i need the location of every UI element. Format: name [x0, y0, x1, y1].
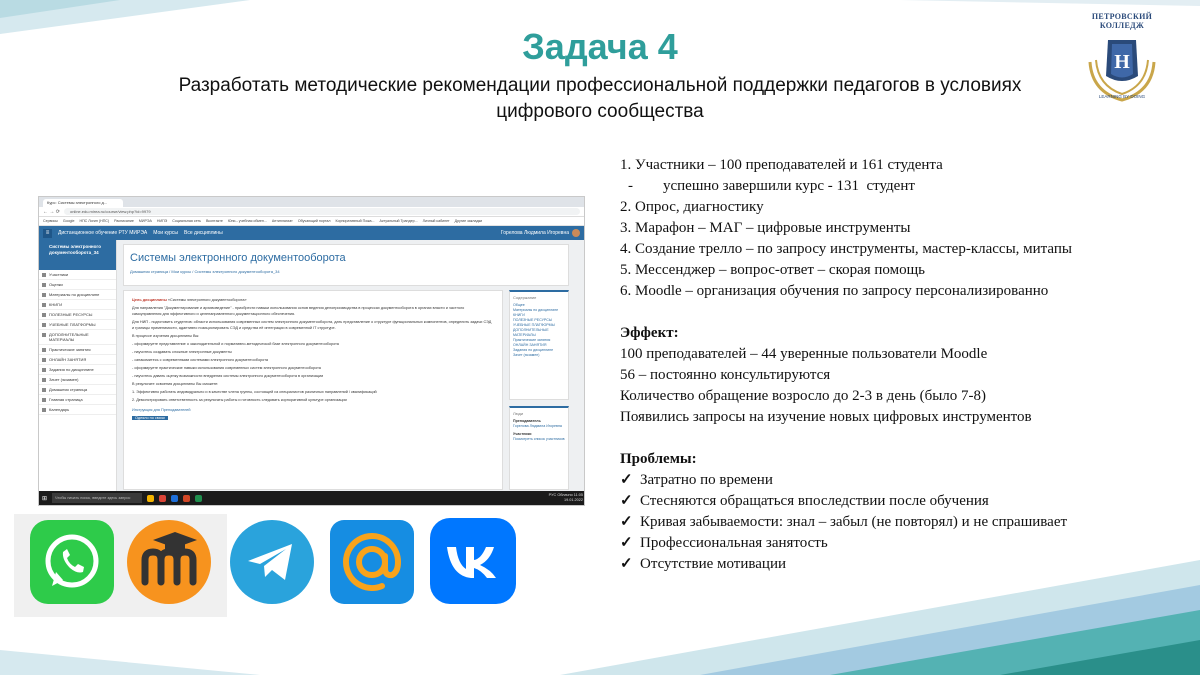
contents-item[interactable]: Практические занятия	[513, 338, 551, 342]
sidebar-item[interactable]: Материалы по дисциплине	[39, 290, 116, 300]
course-description	[123, 290, 503, 490]
windows-start-icon[interactable]: ⊞	[42, 495, 48, 502]
check-icon: ✓	[620, 535, 633, 551]
bookmarks-bar	[39, 217, 584, 226]
bookmark-link[interactable]: НПС Логин (НПС)	[79, 219, 110, 223]
sidebar-item[interactable]: ОНЛАЙН ЗАНЯТИЯ	[39, 355, 116, 365]
sidebar-item[interactable]: Оценки	[39, 280, 116, 290]
course-paragraph: - сформируете практические навыки использования современных систем электронного документооборота	[132, 366, 321, 370]
moodle-sidebar	[39, 240, 117, 493]
results-text	[620, 155, 1180, 575]
contents-item[interactable]: Общее	[513, 303, 525, 307]
moodle-site-title[interactable]: Дистанционное обучение РТУ МИРЭА	[58, 230, 148, 236]
effect-line: 100 преподавателей – 44 уверенные пользователи Moodle	[620, 346, 988, 362]
sidebar-item[interactable]: Домашняя страница	[39, 385, 116, 395]
effect-line: Количество обращение возросло до 2-3 в день (было 7-8)	[620, 388, 987, 404]
fact-line: 3. Марафон – МАГ – цифровые инструменты	[620, 220, 911, 236]
bookmark-link[interactable]: Расписание	[114, 219, 134, 223]
taskbar-lang: РУС	[548, 493, 557, 497]
instruction-link[interactable]: Инструкция для Преподавателей	[132, 408, 191, 412]
sidebar-item[interactable]: Задания по дисциплине	[39, 365, 116, 375]
my-courses-menu[interactable]: Мои курсы	[153, 230, 179, 236]
teacher-name[interactable]: Горелова Людмила Игоревна	[513, 424, 562, 428]
bookmark-link[interactable]: Сервисы	[43, 219, 58, 223]
menu-icon[interactable]: ≡	[43, 229, 52, 238]
bookmark-link[interactable]: НИПЭ	[156, 219, 168, 223]
all-disciplines-link[interactable]: Все дисциплины	[184, 230, 223, 236]
nav-arrows-icon[interactable]: ← → ⟳	[43, 208, 60, 215]
moodle-main	[117, 240, 585, 493]
contents-item[interactable]: КНИГИ	[513, 313, 525, 317]
fact-line: - успешно завершили курс - 131 студент	[628, 178, 915, 194]
problem-item: Затратно по времени	[640, 472, 773, 488]
check-icon: ✓	[620, 493, 633, 509]
discipline-name: «Системы электронного документооборота»	[167, 298, 247, 302]
vk-icon	[430, 518, 516, 604]
course-paragraph: - ознакомитесь с современными системами электронного документооборота	[132, 358, 269, 362]
sidebar-item[interactable]: Зачет (экзамен)	[39, 375, 116, 385]
sidebar-item[interactable]: ДОПОЛНИТЕЛЬНЫЕ МАТЕРИАЛЫ	[39, 330, 116, 345]
telegram-icon	[228, 518, 316, 606]
chrome-icon[interactable]	[159, 495, 166, 502]
taskbar-date: 19.01.2022	[563, 498, 583, 502]
people-title: Люди	[513, 411, 524, 416]
whatsapp-icon	[30, 520, 114, 604]
sidebar-item[interactable]: Главная страница	[39, 395, 116, 405]
moodle-body	[39, 240, 585, 493]
url-input[interactable]: online.edu.mirea.ru/course/view.php?id=9979	[64, 208, 580, 215]
avatar	[572, 229, 580, 237]
contents-block	[509, 290, 569, 400]
sidebar-item[interactable]: УЧЕБНЫЕ ПЛАТФОРМЫ	[39, 320, 116, 330]
moodle-icon	[125, 518, 213, 606]
logo-name: ПЕТРОВСКИЙ КОЛЛЕДЖ	[1091, 12, 1153, 30]
slide-title: Задача 4	[522, 26, 678, 67]
sidebar-item[interactable]: КНИГИ	[39, 300, 116, 310]
bookmark-link[interactable]: Антиплагиат	[271, 219, 293, 223]
contents-item[interactable]: ПОЛЕЗНЫЕ РЕСУРСЫ	[513, 318, 553, 322]
fact-line: 2. Опрос, диагностику	[620, 199, 764, 215]
students-link[interactable]: Посмотреть список участников	[513, 437, 565, 441]
taskbar-clock[interactable]	[549, 493, 583, 503]
contents-item[interactable]: Задания по дисциплине	[513, 348, 554, 352]
sidebar-item[interactable]: Календарь	[39, 405, 116, 415]
discipline-label: Цель дисциплины	[132, 298, 167, 302]
moodle-navbar	[39, 226, 584, 240]
sidebar-course-name[interactable]: Системы электронного документооборота_34	[39, 240, 116, 270]
contents-title: Содержание	[513, 295, 537, 300]
forum-button[interactable]: Одеяло по связи	[132, 416, 168, 420]
breadcrumb[interactable]: Домашняя страница / Мои курсы / Системы электронного документооборота_34	[130, 269, 280, 274]
college-logo	[1082, 12, 1162, 102]
bookmark-link[interactable]: Другие закладки	[454, 219, 483, 223]
bookmark-link[interactable]: Google	[62, 219, 75, 223]
sidebar-item[interactable]: ПОЛЕЗНЫЕ РЕСУРСЫ	[39, 310, 116, 320]
check-icon: ✓	[620, 514, 633, 530]
problems-heading: Проблемы:	[620, 451, 697, 467]
fact-line: 5. Мессенджер – вопрос-ответ – скорая помощь	[620, 262, 926, 278]
bookmark-link[interactable]: Личный кабинет	[422, 219, 450, 223]
course-paragraph: В процессе изучения дисциплины Вы:	[132, 334, 200, 338]
svg-text:Н: Н	[1114, 51, 1130, 73]
check-icon: ✓	[620, 556, 633, 572]
bookmark-link[interactable]: Актуальный Трандер...	[379, 219, 418, 223]
taskbar-weather: Облачно	[557, 493, 573, 497]
problem-item: Стесняются обращаться впоследствии после обучения	[640, 493, 989, 509]
course-paragraph: - научитесь создавать сложные электронные документы	[132, 350, 232, 354]
contents-item[interactable]: ОНЛАЙН ЗАНЯТИЯ	[513, 343, 547, 347]
course-paragraph: 1. Эффективно работать индивидуально и в качестве члена группы, состоящей из специалистов различных направлений / квалификаций	[132, 390, 377, 394]
course-header	[123, 244, 569, 286]
powerpoint-icon[interactable]	[183, 495, 190, 502]
word-icon[interactable]	[171, 495, 178, 502]
course-paragraph: - сформируете представление о законодательной и нормативно-методической базе электронного документооборота	[132, 342, 339, 346]
mail-at-icon	[330, 520, 414, 604]
effect-line: Появились запросы на изучение новых цифровых инструментов	[620, 409, 1032, 425]
user-name: Горелова Людмила Игоревна	[500, 230, 569, 236]
browser-address-bar	[39, 207, 584, 217]
slide-subtitle: Разработать методические рекомендации профессиональной поддержки педагогов в условиях цифрового сообщества	[178, 75, 1022, 122]
problem-item: Кривая забываемости: знал – забыл (не повторял) и не спрашивает	[640, 514, 1068, 530]
windows-taskbar	[39, 491, 585, 505]
effect-heading: Эффект:	[620, 325, 679, 341]
explorer-icon[interactable]	[147, 495, 154, 502]
check-icon: ✓	[620, 472, 633, 488]
fact-line: 1. Участники – 100 преподавателей и 161 студента	[620, 157, 943, 173]
people-block	[509, 406, 569, 490]
fact-line: 6. Moodle – организация обучения по запросу персонализированно	[620, 283, 1049, 299]
problem-item: Отсутствие мотивации	[640, 556, 787, 572]
contents-item[interactable]: УЧЕБНЫЕ ПЛАТФОРМЫ	[513, 323, 555, 327]
course-title: Системы электронного документооборота	[130, 252, 346, 264]
course-paragraph: Для направления "Документирование и архивоведение" - приобрести навыки использования основ ведения делопроизводства в процессах документооборота в органах власти и частного самоуправления для эффективного и целенаправленного документационного обеспечения.	[132, 306, 465, 316]
contents-item[interactable]: Материалы по дисциплине	[513, 308, 559, 312]
bookmark-link[interactable]: Вконтакте	[206, 219, 223, 223]
teachers-label: Преподаватель	[513, 419, 541, 423]
students-label: Участники	[513, 432, 532, 436]
taskbar-time: 11:05	[573, 493, 583, 497]
course-paragraph: Для НИП - подготовить студентов: области использования современных систем электронного документооборота, дать представление о структуре функциональных компонентов, определить задачи СЭД и границы применимости, адаптивно позиционировать СЭД и средства её интеграции в современной IT структуре.	[132, 320, 492, 330]
user-menu[interactable]	[501, 229, 580, 237]
sidebar-item[interactable]: Практические занятия	[39, 345, 116, 355]
bookmark-link[interactable]: Корпоративный Пожа...	[335, 219, 375, 223]
course-paragraph: В результате освоения дисциплины Вы сможете:	[132, 382, 219, 386]
contents-item[interactable]: ДОПОЛНИТЕЛЬНЫЕ МАТЕРИАЛЫ	[513, 328, 549, 337]
bookmark-link[interactable]: Обучающий портал	[297, 219, 331, 223]
bookmark-link[interactable]: МИРЭА	[138, 219, 152, 223]
bookmark-link[interactable]: Юпи-- учебная обмен...	[227, 219, 267, 223]
browser-tabstrip	[39, 197, 584, 207]
course-paragraph: - научитесь давать оценку возможности внедрения системы электронного документооборота в организации	[132, 374, 324, 378]
taskbar-search-input[interactable]: Чтобы начать поиск, введите здесь запрос	[52, 493, 142, 503]
problem-item: Профессиональная занятость	[640, 535, 828, 551]
moodle-screenshot	[38, 196, 585, 506]
sidebar-item[interactable]: Участники	[39, 270, 116, 280]
excel-icon[interactable]	[195, 495, 202, 502]
course-paragraph: 2. Демонстрировать ответственность за результаты работы и готовность следовать корпоративной культуре организации	[132, 398, 347, 402]
fact-line: 4. Создание трелло – по запросу инструменты, мастер-классы, митапы	[620, 241, 1072, 257]
logo-motto: LEARNING BY DOING	[1098, 94, 1146, 99]
browser-tab[interactable]: Курс: Системы электронного д...	[43, 199, 123, 207]
effect-line: 56 – постоянно консультируются	[620, 367, 831, 383]
logo-emblem-icon	[1082, 32, 1162, 102]
contents-item[interactable]: Зачет (экзамен)	[513, 353, 540, 357]
bookmark-link[interactable]: Социальная сеть	[172, 219, 201, 223]
